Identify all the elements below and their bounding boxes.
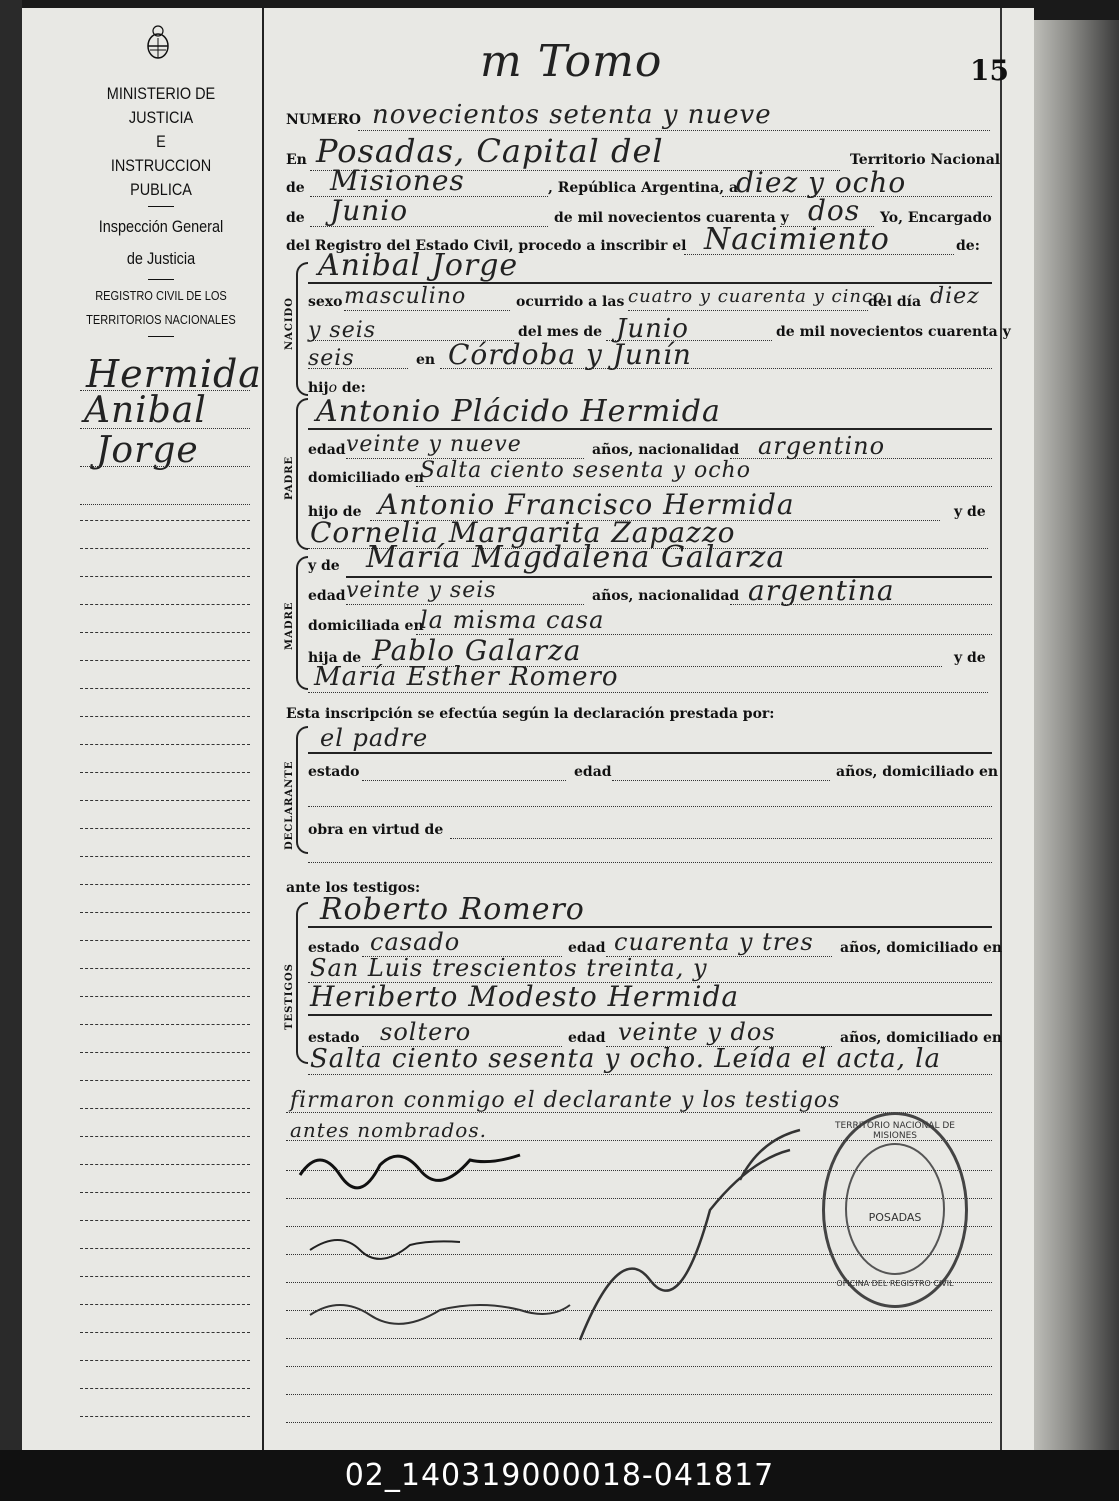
margin-line: [80, 390, 250, 391]
padre-hijo-de-label: hijo de: [308, 504, 362, 520]
madre-y-de-label: y de: [308, 558, 340, 574]
declarante-value: el padre: [320, 724, 429, 752]
de-value: Misiones: [330, 164, 465, 197]
official-seal: [822, 1112, 968, 1308]
registry-line-1: REGISTRO CIVIL DE LOS: [95, 288, 227, 303]
acto-value: Nacimiento: [704, 222, 890, 257]
hijo-label: hijo de:: [308, 380, 366, 396]
obra-line: [450, 838, 992, 839]
testigo2-edad: veinte y dos: [618, 1018, 776, 1046]
mes-value: Junio: [330, 194, 409, 227]
signature-line: [286, 1366, 992, 1367]
numero-value: novecientos setenta y nueve: [372, 100, 772, 130]
registrar-signature: [560, 1120, 820, 1360]
ministry-line-2: E: [156, 132, 166, 151]
testigo1-edad-label: edad: [568, 940, 606, 956]
de3-label: de:: [956, 238, 980, 254]
nacido-mil-label: de mil novecientos cuarenta y: [776, 324, 1011, 340]
sexo-line: [344, 310, 510, 311]
page-stack-edge: [1034, 20, 1119, 1450]
right-margin-divider: [1000, 8, 1002, 1450]
mes-label: del mes de: [518, 324, 603, 340]
testigo2-edad-label: edad: [568, 1030, 606, 1046]
registry-line-2: TERRITORIOS NACIONALES: [86, 312, 236, 327]
numero-label: NUMERO: [286, 112, 362, 128]
nacido-nombre: Anibal Jorge: [318, 248, 519, 283]
ocurrido-label: ocurrido a las: [516, 294, 625, 310]
testigo2-domicilio-line: [308, 1074, 992, 1075]
testigo1-nombre: Roberto Romero: [320, 892, 585, 927]
padre-edad-value: veinte y nueve: [346, 432, 522, 457]
declarante-edad-label: edad: [574, 764, 612, 780]
de-label: de: [286, 180, 305, 196]
numero-line: [358, 130, 990, 131]
padre-domicilio-label: domiciliado en: [308, 470, 424, 486]
signature-line: [286, 1394, 992, 1395]
del-dia-label: del día: [868, 294, 922, 310]
testigo1-estado-label: estado: [308, 940, 360, 956]
page-number: 15: [970, 54, 1009, 87]
madre-nacionalidad-value: argentina: [748, 574, 895, 607]
padre-domicilio-value: Salta ciento sesenta y ocho: [420, 458, 751, 483]
padre-y-de-label: y de: [954, 504, 986, 520]
declarante-domicilio-line: [308, 806, 992, 807]
madre-padre-value: Pablo Galarza: [372, 634, 582, 667]
testigo1-edad: cuarenta y tres: [614, 928, 814, 956]
ministry-line-1: MINISTERIO DE JUSTICIA: [106, 84, 216, 127]
padre-domicilio-line: [416, 486, 992, 487]
signature-1: [290, 1135, 540, 1195]
padre-edad-label: edad: [308, 442, 346, 458]
declarante-estado-line: [362, 780, 566, 781]
margin-line: [80, 428, 250, 429]
padre-section-label: PADRE: [284, 455, 295, 500]
testigo1-estado: casado: [370, 928, 461, 956]
nacido-section-label: NACIDO: [284, 297, 295, 350]
declarante-section-label: DECLARANTE: [284, 760, 295, 850]
registro-label: del Registro del Estado Civil, procedo a inscribir el: [286, 238, 687, 254]
padre-nombre: Antonio Plácido Hermida: [316, 394, 721, 429]
nacido-dia-value-2: y seis: [308, 318, 377, 343]
madre-edad-label: edad: [308, 588, 346, 604]
margin-name-1: Anibal: [84, 390, 207, 431]
madre-nacionalidad-label: años, nacionalidad: [592, 588, 740, 604]
testigo2-estado-label: estado: [308, 1030, 360, 1046]
madre-nombre: María Magdalena Galarza: [366, 540, 786, 575]
padre-padre-value: Antonio Francisco Hermida: [378, 488, 795, 521]
madre-hija-de-label: hija de: [308, 650, 362, 666]
padre-nacionalidad-label: años, nacionalidad: [592, 442, 740, 458]
testigos-brace: [296, 902, 308, 1064]
margin-name-2: Jorge: [96, 430, 199, 471]
anio-value: dos: [808, 194, 861, 227]
madre-madre-value: María Esther Romero: [314, 662, 619, 692]
madre-madre-line: [308, 692, 988, 693]
margin-line: [80, 466, 250, 467]
de2-label: de: [286, 210, 305, 226]
signature-line: [286, 1422, 992, 1423]
cierre-1: firmaron conmigo el declarante y los testigos: [290, 1088, 841, 1113]
sexo-value: masculino: [344, 284, 467, 309]
scan-left-edge: [0, 0, 22, 1501]
seal-ring-text: TERRITORIO NACIONAL DE MISIONES: [835, 1121, 955, 1141]
nacido-anio-line: [308, 368, 408, 369]
handwritten-top-mark: m Tomo: [480, 36, 663, 87]
testigo1-domicilio-label: años, domiciliado en: [840, 940, 1003, 956]
declarante-estado-label: estado: [308, 764, 360, 780]
declarante-name-line: [308, 752, 992, 754]
lugar-value: Córdoba y Junín: [448, 338, 692, 371]
madre-domicilio-value: la misma casa: [420, 606, 605, 634]
declaracion-intro: Esta inscripción se efectúa según la declaración prestada por:: [286, 706, 775, 722]
inspection-line-2: de Justicia: [126, 249, 196, 268]
dia-value: diez y ocho: [736, 166, 907, 199]
territorio-label: Territorio Nacional: [850, 152, 1001, 168]
image-code: 02_140319000018-041817: [0, 1450, 1119, 1501]
inspection-line-1: Inspección General: [98, 217, 224, 236]
madre-edad-value: veinte y seis: [346, 578, 497, 603]
margin-line: [80, 504, 250, 505]
madre-domicilio-label: domiciliada en: [308, 618, 424, 634]
ministry-heading: [66, 82, 256, 341]
madre-y-de2-label: y de: [954, 650, 986, 666]
testigo1-domicilio: San Luis trescientos treinta, y: [310, 954, 708, 982]
en-value: Posadas, Capital del: [316, 132, 664, 170]
coat-of-arms-icon: [145, 24, 171, 60]
padre-brace: [296, 398, 308, 550]
nacido-en-label: en: [416, 352, 436, 368]
mil-label: de mil novecientos cuarenta y: [554, 210, 789, 226]
divider-dash: [148, 279, 174, 280]
nacido-dia-value: diez: [930, 284, 980, 309]
testigo2-estado: soltero: [380, 1018, 472, 1046]
padre-madre-value: Cornelia Margarita Zapazzo: [310, 516, 736, 549]
testigo2-name-line: [308, 1014, 992, 1016]
declarante-domicilio-label: años, domiciliado en: [836, 764, 999, 780]
obra-label: obra en virtud de: [308, 822, 444, 838]
nacido-anio-value: seis: [308, 346, 355, 371]
hora-value: cuatro y cuarenta y cinco: [628, 286, 885, 307]
testigos-intro: ante los testigos:: [286, 880, 421, 896]
madre-brace: [296, 556, 308, 690]
nacido-mes-value: Junio: [616, 314, 689, 344]
signature-2: [300, 1220, 470, 1270]
obra-line-2: [308, 862, 992, 863]
cierre-2: antes nombrados.: [290, 1118, 487, 1142]
encargado-label: Yo, Encargado: [880, 210, 992, 226]
en-label: En: [286, 152, 307, 168]
margin-surname: Hermida: [86, 352, 262, 396]
seal-city: POSADAS: [868, 1211, 922, 1224]
sexo-label: sexo: [308, 294, 343, 310]
testigo2-domicilio: Salta ciento sesenta y ocho. Leída el acta, la: [310, 1044, 941, 1074]
divider-dash: [148, 206, 174, 207]
testigos-section-label: TESTIGOS: [284, 963, 295, 1030]
madre-section-label: MADRE: [284, 601, 295, 650]
hora-line: [628, 310, 868, 311]
margin-ruled-lines: [80, 520, 250, 1444]
madre-edad-line: [346, 604, 584, 605]
seal-bottom-text: OFICINA DEL REGISTRO CIVIL: [836, 1279, 954, 1288]
declarante-edad-line: [612, 780, 830, 781]
declarante-brace: [296, 726, 308, 854]
seal-inner-ring: [845, 1143, 945, 1275]
padre-nacionalidad-value: argentino: [758, 432, 886, 460]
nacido-brace: [296, 262, 308, 396]
signature-3: [300, 1280, 580, 1340]
ministry-line-3: INSTRUCCION PUBLICA: [110, 156, 212, 199]
republica-label: , República Argentina, a: [548, 180, 739, 196]
testigo2-nombre: Heriberto Modesto Hermida: [310, 980, 740, 1013]
testigo2-domicilio-label: años, domiciliado en: [840, 1030, 1003, 1046]
divider-dash: [148, 336, 174, 337]
margin-divider: [262, 8, 264, 1450]
